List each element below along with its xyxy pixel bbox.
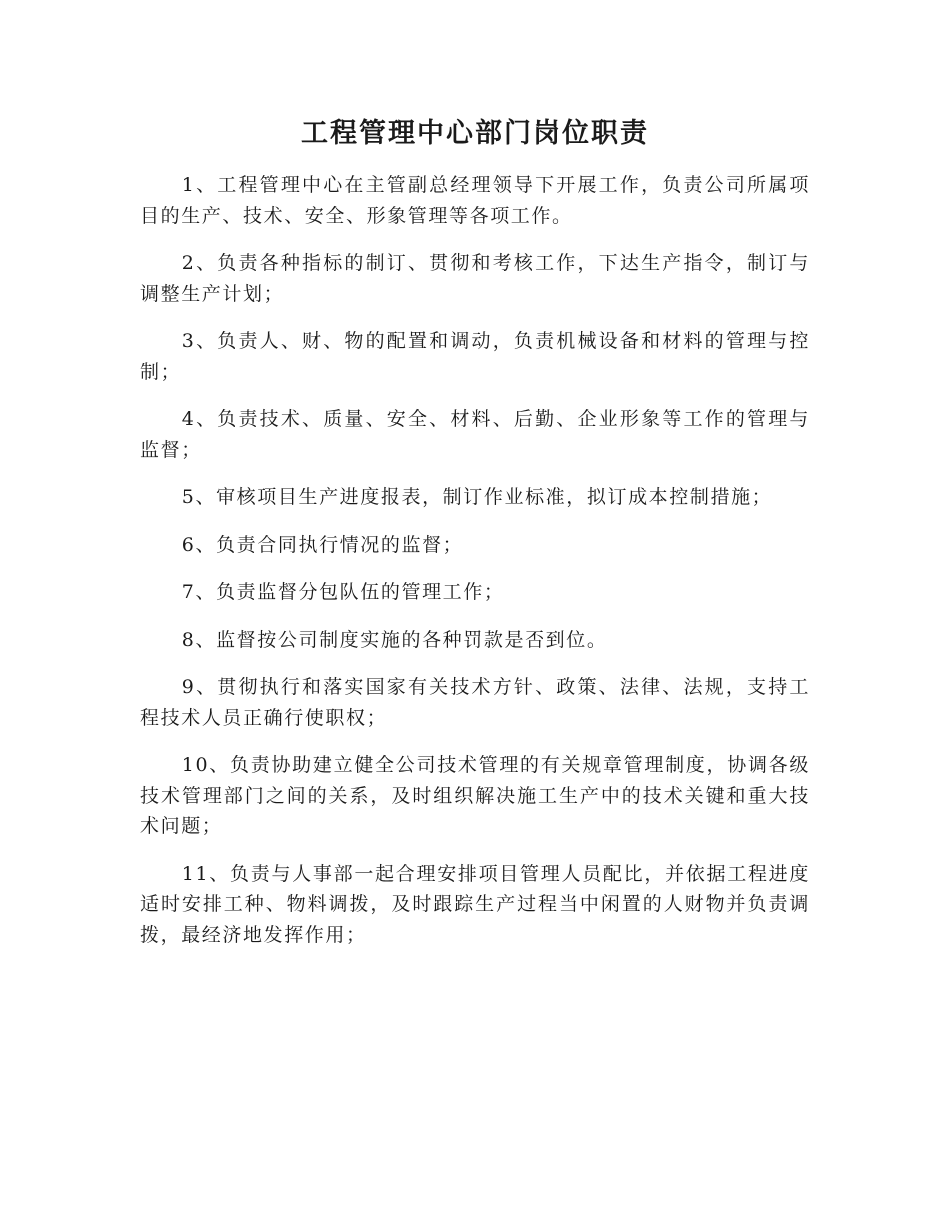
duty-item-6: 6、负责合同执行情况的监督； [181,533,464,556]
duty-item-2: 2、负责各种指标的制订、贯彻和考核工作，下达生产指令，制订与调整生产计划； [140,252,810,305]
duty-item-11: 11、负责与人事部一起合理安排项目管理人员配比，并依据工程进度适时安排工种、物料调拨，及时跟踪生产过程当中闲置的人财物并负责调拨，最经济地发挥作用； [140,862,810,946]
duty-item-10: 10、负责协助建立健全公司技术管理的有关规章管理制度，协调各级技术管理部门之间的关系，及时组织解决施工生产中的技术关键和重大技术问题； [140,754,810,837]
duty-item-1: 1、工程管理中心在主管副总经理领导下开展工作，负责公司所属项目的生产、技术、安全、形象管理等各项工作。 [140,174,810,227]
duty-item-4: 4、负责技术、质量、安全、材料、后勤、企业形象等工作的管理与监督； [140,408,810,461]
document-title: 工程管理中心部门岗位职责 [301,118,649,149]
duty-item-3: 3、负责人、财、物的配置和调动，负责机械设备和材料的管理与控制； [140,330,810,383]
duty-item-7: 7、负责监督分包队伍的管理工作； [181,581,505,603]
duty-item-8: 8、监督按公司制度实施的各种罚款是否到位。 [181,628,608,651]
duty-item-5: 5、审核项目生产进度报表，制订作业标准，拟订成本控制措施； [181,486,773,508]
duty-item-9: 9、贯彻执行和落实国家有关技术方针、政策、法律、法规，支持工程技术人员正确行使职权； [140,676,810,729]
